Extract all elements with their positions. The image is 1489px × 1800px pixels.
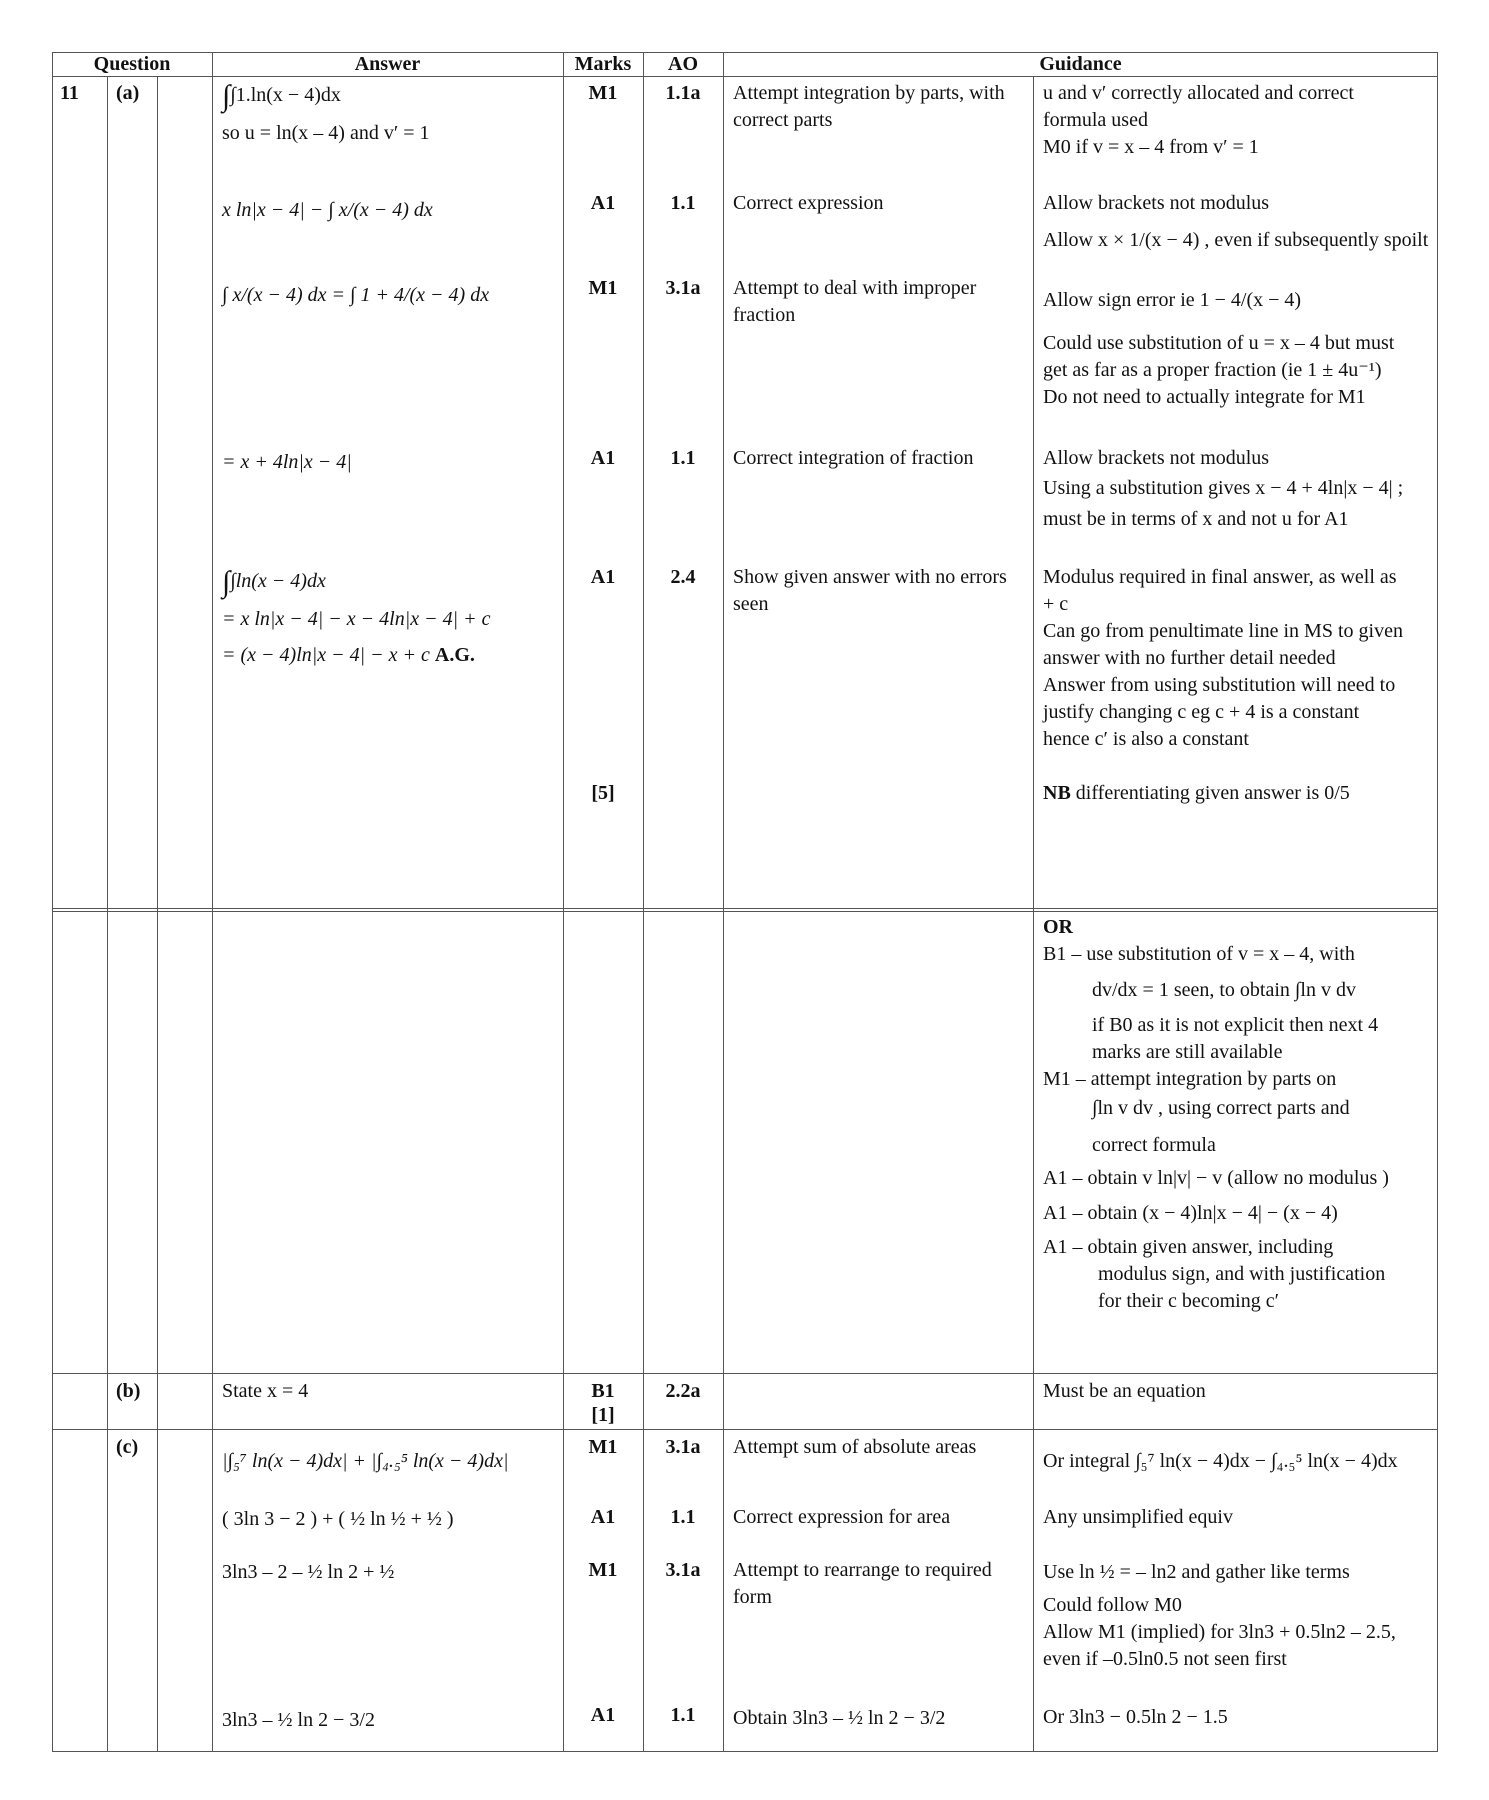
col-divider <box>643 52 644 1752</box>
alt-line10: A1 – obtain given answer, including <box>1043 1236 1334 1258</box>
ao-c1: 3.1a <box>665 1436 701 1458</box>
guid-a5-line3: Can go from penultimate line in MS to given <box>1043 620 1403 642</box>
guid-c3-line1: Use ln ½ = – ln2 and gather like terms <box>1043 1561 1350 1583</box>
table-border-left <box>52 52 53 1752</box>
guid-a4-line3: must be in terms of x and not u for A1 <box>1043 508 1349 530</box>
guid-b: Must be an equation <box>1043 1380 1206 1402</box>
guid-c2: Any unsimplified equiv <box>1043 1506 1233 1528</box>
ao-c2: 1.1 <box>670 1506 696 1528</box>
nb-note <box>1043 780 1350 807</box>
desc-a2: Correct expression <box>733 192 884 214</box>
guid-a3-line4: Do not need to actually integrate for M1 <box>1043 386 1366 408</box>
answer-a5-expr: = (x − 4)ln|x − 4| − x + c <box>222 644 430 666</box>
alt-line11: modulus sign, and with justification <box>1098 1263 1386 1285</box>
guid-a3-line3: get as far as a proper fraction (ie 1 ± 4u⁻¹) <box>1043 359 1382 381</box>
answer-c2: ( 3ln 3 − 2 ) + ( ½ ln ½ + ½ ) <box>222 1508 454 1530</box>
answer-a5-integral: ∫∫ln(x − 4)dx <box>222 565 326 599</box>
ao-c3: 3.1a <box>665 1559 701 1581</box>
alt-line7: correct formula <box>1092 1134 1216 1156</box>
table-border-bottom <box>52 1751 1438 1752</box>
desc-a5-line2: seen <box>733 593 769 615</box>
desc-a3-line1: Attempt to deal with improper <box>733 277 977 299</box>
total-mark-a: [5] <box>591 782 615 804</box>
part-label-c: (c) <box>116 1436 139 1458</box>
mark-a1: M1 <box>588 82 618 104</box>
ao-b: 2.2a <box>665 1380 701 1402</box>
ao-a3: 3.1a <box>665 277 701 299</box>
desc-c2: Correct expression for area <box>733 1506 951 1528</box>
ao-a4: 1.1 <box>670 447 696 469</box>
mark-c4: A1 <box>590 1704 616 1726</box>
guid-a5-line1: Modulus required in final answer, as well as <box>1043 566 1397 588</box>
answer-a3: ∫ x/(x − 4) dx = ∫ 1 + 4/(x − 4) dx <box>222 284 490 306</box>
mark-c2: A1 <box>590 1506 616 1528</box>
section-divider <box>52 908 1438 912</box>
answer-a4: = x + 4ln|x − 4| <box>222 451 352 473</box>
answer-b: State x = 4 <box>222 1380 309 1402</box>
col-divider <box>157 76 158 1752</box>
mark-c3: M1 <box>588 1559 618 1581</box>
part-label-a: (a) <box>116 82 140 104</box>
guid-a3-line1: Allow sign error ie 1 − 4/(x − 4) <box>1043 289 1302 311</box>
guid-c1: Or integral ∫₅⁷ ln(x − 4)dx − ∫₄.₅⁵ ln(x − 4)dx <box>1043 1450 1398 1472</box>
col-divider <box>1033 76 1034 1752</box>
mark-a4: A1 <box>590 447 616 469</box>
alt-line9: A1 – obtain (x − 4)ln|x − 4| − (x − 4) <box>1043 1202 1338 1224</box>
col-divider <box>723 52 724 1752</box>
alt-line6: ∫ln v dv , using correct parts and <box>1092 1097 1350 1119</box>
guid-a5-line6: justify changing c eg c + 4 is a constant <box>1043 701 1360 723</box>
row-divider <box>52 1429 1438 1430</box>
desc-c3-line1: Attempt to rearrange to required <box>733 1559 992 1581</box>
alt-line8: A1 – obtain v ln|v| − v (allow no modulus ) <box>1043 1167 1389 1189</box>
guid-a2-line2: Allow x × 1/(x − 4) , even if subsequently spoilt <box>1043 229 1429 251</box>
answer-a1-integral: ∫∫1.ln(x − 4)dx <box>222 79 341 113</box>
alt-line2: dv/dx = 1 seen, to obtain ∫ln v dv <box>1092 979 1356 1001</box>
mark-a2: A1 <box>590 192 616 214</box>
desc-a3-line2: fraction <box>733 304 796 326</box>
guid-a5-line5: Answer from using substitution will need to <box>1043 674 1396 696</box>
desc-a4: Correct integration of fraction <box>733 447 974 469</box>
answer-a5-line2: = x ln|x − 4| − x − 4ln|x − 4| + c <box>222 608 491 630</box>
guid-c3-line3: Allow M1 (implied) for 3ln3 + 0.5ln2 – 2.5, <box>1043 1621 1396 1643</box>
ao-a5: 2.4 <box>670 566 696 588</box>
table-border-right <box>1437 52 1438 1752</box>
mark-a5: A1 <box>590 566 616 588</box>
ao-a2: 1.1 <box>670 192 696 214</box>
answer-given-ag: A.G. <box>434 644 475 666</box>
answer-c4: 3ln3 – ½ ln 2 − 3/2 <box>222 1709 375 1731</box>
alt-or: OR <box>1043 916 1073 938</box>
mark-a3: M1 <box>588 277 618 299</box>
desc-a1-line2: correct parts <box>733 109 833 131</box>
guid-a2-line1: Allow brackets not modulus <box>1043 192 1270 214</box>
header-answer: Answer <box>354 53 421 75</box>
header-divider <box>52 76 1438 77</box>
guid-c3-line4: even if –0.5ln0.5 not seen first <box>1043 1648 1287 1670</box>
alt-line5: M1 – attempt integration by parts on <box>1043 1068 1337 1090</box>
header-guidance: Guidance <box>1039 53 1122 75</box>
question-number: 11 <box>60 82 79 104</box>
ao-c4: 1.1 <box>670 1704 696 1726</box>
guid-a4-line1: Allow brackets not modulus <box>1043 447 1270 469</box>
alt-line12: for their c becoming c′ <box>1098 1290 1279 1312</box>
part-label-b: (b) <box>116 1380 141 1402</box>
header-ao: AO <box>668 53 698 75</box>
header-marks: Marks <box>574 53 632 75</box>
answer-c1: |∫₅⁷ ln(x − 4)dx| + |∫₄.₅⁵ ln(x − 4)dx| <box>222 1450 509 1472</box>
answer-a5-line1: ∫ln(x − 4)dx <box>230 570 326 592</box>
guid-a5-line4: answer with no further detail needed <box>1043 647 1336 669</box>
col-divider <box>212 52 213 1752</box>
mark-b: B1 <box>591 1380 615 1402</box>
row-divider <box>52 1373 1438 1374</box>
nb-label: NB <box>1043 782 1071 804</box>
desc-c1: Attempt sum of absolute areas <box>733 1436 977 1458</box>
answer-c3: 3ln3 – 2 – ½ ln 2 + ½ <box>222 1561 395 1583</box>
desc-c3-line2: form <box>733 1586 772 1608</box>
header-question: Question <box>93 53 171 75</box>
desc-a5-line1: Show given answer with no errors <box>733 566 1007 588</box>
guid-a3-line2: Could use substitution of u = x – 4 but must <box>1043 332 1395 354</box>
guid-c3-line2: Could follow M0 <box>1043 1594 1182 1616</box>
guid-c4: Or 3ln3 − 0.5ln 2 − 1.5 <box>1043 1706 1228 1728</box>
mark-scheme-table <box>52 52 1438 1752</box>
desc-a1-line1: Attempt integration by parts, with <box>733 82 1005 104</box>
guid-a5-line7: hence c′ is also a constant <box>1043 728 1249 750</box>
col-divider <box>107 76 108 1752</box>
guid-a1-line3: M0 if v = x – 4 from v′ = 1 <box>1043 136 1259 158</box>
answer-a2: x ln|x − 4| − ∫ x/(x − 4) dx <box>222 199 433 221</box>
guid-a1-line1: u and v′ correctly allocated and correct <box>1043 82 1354 104</box>
guid-a5-line2: + c <box>1043 593 1069 615</box>
guid-a4-line2: Using a substitution gives x − 4 + 4ln|x − 4| ; <box>1043 477 1404 499</box>
answer-a1-line2: so u = ln(x – 4) and v′ = 1 <box>222 122 430 144</box>
ao-a1: 1.1a <box>665 82 701 104</box>
alt-line4: marks are still available <box>1092 1041 1283 1063</box>
guid-a1-line2: formula used <box>1043 109 1148 131</box>
alt-line1: B1 – use substitution of v = x – 4, with <box>1043 943 1355 965</box>
mark-c1: M1 <box>588 1436 618 1458</box>
desc-c4: Obtain 3ln3 – ½ ln 2 − 3/2 <box>733 1707 946 1729</box>
nb-text: differentiating given answer is 0/5 <box>1070 782 1350 804</box>
total-mark-b: [1] <box>591 1404 615 1426</box>
alt-line3: if B0 as it is not explicit then next 4 <box>1092 1014 1379 1036</box>
answer-a1-line1: ∫1.ln(x − 4)dx <box>230 84 341 106</box>
answer-a5-line3 <box>222 642 475 669</box>
col-divider <box>563 52 564 1752</box>
